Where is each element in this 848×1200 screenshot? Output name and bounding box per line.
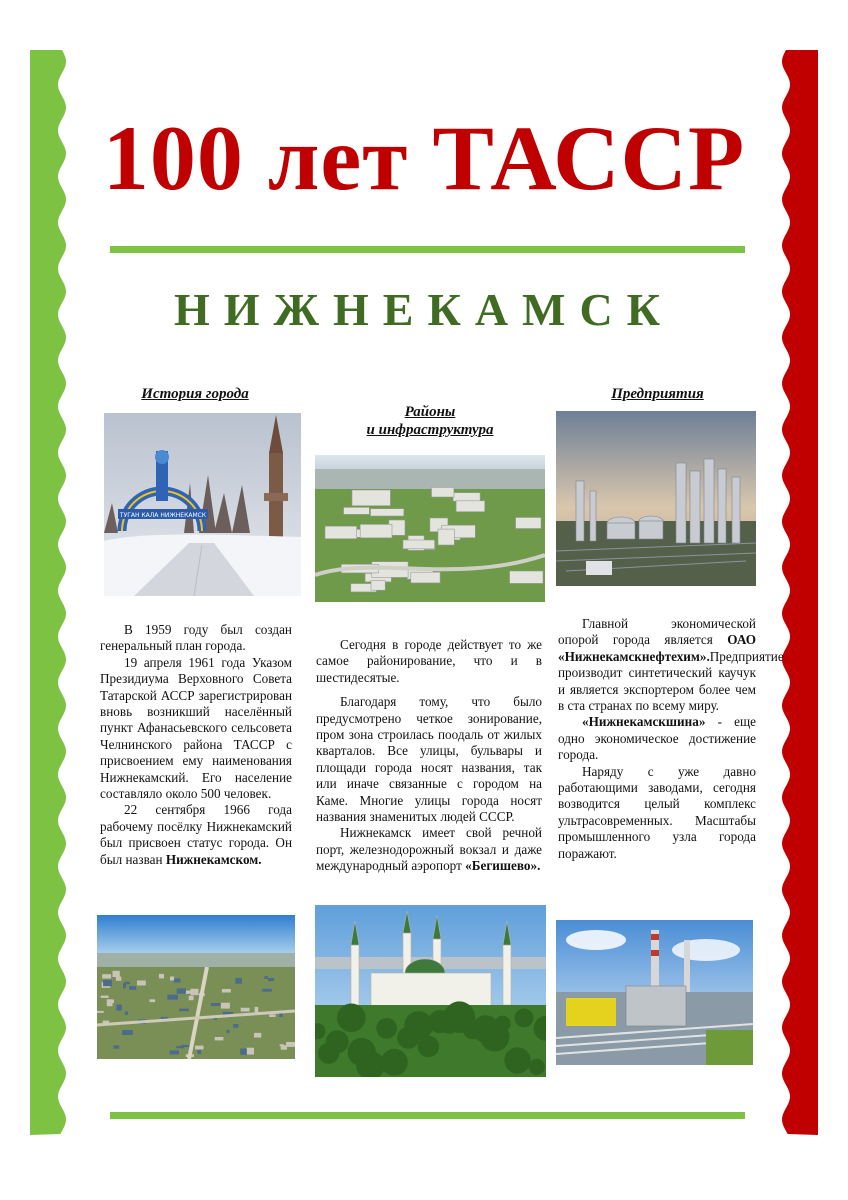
city-building — [103, 980, 112, 986]
city-building — [122, 1030, 133, 1035]
city-building — [101, 996, 109, 998]
poster-title: 100 лет ТАССР — [102, 107, 746, 209]
tree — [418, 1036, 440, 1058]
building-block — [411, 572, 440, 583]
tree — [337, 1004, 366, 1033]
building-block — [510, 571, 543, 583]
city-building — [113, 971, 120, 977]
city-building — [97, 1011, 104, 1013]
building-block — [438, 529, 454, 545]
top-divider — [110, 246, 745, 253]
city-building — [159, 974, 164, 979]
districts-bottom-photo — [315, 905, 546, 1077]
city-building — [177, 988, 186, 994]
enterprises-paragraph-1-tail: Предприятие производит синтетический каучук и является экспортером более чем в ста странах по всему миру. — [558, 648, 784, 714]
history-text — [100, 622, 292, 868]
tree — [504, 1047, 530, 1073]
enterprises-top-photo — [556, 411, 756, 586]
tree — [529, 1059, 545, 1075]
city-building — [254, 1033, 261, 1038]
city-building — [137, 981, 146, 986]
districts-top-photo — [315, 455, 545, 602]
arch-sign-text: ТУГАН КАЛА НИЖНЕКАМСК — [119, 512, 207, 519]
city-building — [170, 977, 174, 981]
petrochemical-plant-photo — [556, 411, 756, 586]
districts-paragraph-1: Сегодня в городе действует то же самое районирование, что и в шестидесятые. — [316, 637, 542, 685]
enterprises-paragraph-2 — [558, 714, 756, 763]
districts-paragraph-2: Благодаря тому, что было предусмотрено четкое зонирование, пром зона строилась поодаль от жилых кварталов. Все улицы, бульвары и площади города носят названия, так или иначе связанные с городом на Каме. Многие улицы города носят названия знаменитых людей СССР. — [316, 694, 542, 825]
building-block — [516, 518, 541, 529]
tree — [404, 1011, 433, 1040]
tree — [515, 1008, 534, 1027]
building-block — [360, 524, 392, 537]
city-building — [247, 1048, 254, 1055]
city-building — [116, 977, 121, 981]
enterprises-bottom-photo — [556, 920, 753, 1065]
city-building — [189, 996, 194, 1001]
city-building — [279, 1013, 282, 1017]
building-block — [352, 490, 390, 506]
enterprises-paragraph-2-bold: «Нижнекамскшина» — [582, 714, 706, 730]
city-building — [264, 976, 268, 979]
city-building — [227, 1030, 230, 1033]
city-building — [150, 999, 156, 1002]
districts-text — [316, 637, 542, 875]
city-building — [235, 978, 242, 984]
industrial-complex-photo — [556, 920, 753, 1065]
districts-paragraph-3 — [316, 825, 542, 874]
enterprises-paragraph-3: Наряду с уже давно работающими заводами, сегодня возводится целый комплекс ультрасовременных. Масштабы промышленного узла города поражают. — [558, 763, 756, 861]
enterprises-text — [558, 616, 784, 862]
city-building — [129, 986, 136, 990]
tree — [326, 1030, 349, 1053]
city-name: НИЖНЕКАМСК — [173, 284, 675, 335]
history-paragraph-3-text: 22 сентября 1966 года рабочему посёлку Нижнекамский был присвоен статус города. Он был назван — [100, 802, 292, 867]
mosque-photo — [315, 905, 546, 1077]
city-building — [179, 1009, 189, 1012]
city-building — [215, 1037, 224, 1040]
districts-paragraph-3-text: Нижнекамск имеет свой речной порт, железнодорожный вокзал и даже международный аэропорт — [316, 825, 542, 874]
history-heading: История города — [141, 386, 249, 402]
city-building — [241, 1008, 250, 1012]
history-paragraph-3 — [100, 802, 292, 868]
city-building — [167, 995, 178, 1000]
building-block — [325, 526, 357, 539]
city-building — [174, 978, 181, 982]
city-building — [170, 1050, 179, 1054]
districts-heading-line2: и инфраструктура — [366, 422, 494, 438]
city-building — [195, 1046, 203, 1050]
districts-paragraph-3-bold: «Бегишево». — [465, 858, 541, 874]
city-building — [124, 982, 130, 985]
enterprises-paragraph-1 — [558, 616, 784, 714]
building-block — [371, 509, 404, 516]
building-block — [403, 540, 435, 549]
building-block — [371, 581, 385, 591]
left-green-wave-border — [30, 50, 70, 1135]
city-building — [221, 1003, 230, 1009]
history-paragraph-1: В 1959 году был создан генеральный план города. — [100, 622, 292, 654]
tree — [376, 1018, 397, 1039]
history-paragraph-2: 19 апреля 1961 года Указом Президиума Верховного Совета Татарской АССР зарегистрирован вновь возникший населённый пункт Афанасьевского сельсовета Челнинского района ТАССР с присвоением ему наименования Нижнекамский. Его население составляло около 500 человек. — [100, 654, 292, 802]
districts-heading-line1: Районы — [404, 404, 456, 420]
building-block — [344, 507, 370, 514]
tree — [381, 1049, 408, 1076]
city-building — [240, 1049, 247, 1055]
winter-city-entrance-arch-photo — [104, 413, 301, 596]
city-building — [102, 974, 111, 978]
city-building — [286, 1042, 295, 1047]
history-paragraph-3-bold: Нижнекамском. — [165, 851, 262, 867]
city-building — [268, 978, 274, 981]
city-building — [185, 991, 194, 994]
bottom-divider — [110, 1112, 745, 1119]
city-building — [280, 1044, 284, 1046]
city-building — [176, 1046, 184, 1048]
city-building — [113, 1045, 119, 1048]
building-block — [453, 493, 480, 501]
city-building — [107, 999, 113, 1006]
aerial-city-panorama-photo — [97, 915, 295, 1059]
enterprises-paragraph-1-bold: ОАО «Нижнекамскнефтехим». — [558, 632, 756, 664]
city-building — [116, 1005, 122, 1011]
enterprises-paragraph-2-tail: - еще одно экономическое достижение города. — [558, 714, 756, 763]
city-building — [211, 1003, 221, 1006]
enterprises-paragraph-1-text: Главной экономической опорой города является — [558, 616, 756, 648]
tree — [495, 1016, 511, 1032]
right-red-wave-border — [778, 50, 818, 1135]
history-bottom-photo — [97, 915, 295, 1059]
city-building — [262, 989, 272, 992]
enterprises-heading: Предприятия — [611, 386, 704, 402]
city-building — [125, 1012, 128, 1015]
city-building — [233, 1024, 238, 1028]
city-building — [269, 1014, 275, 1017]
building-block — [432, 487, 454, 497]
city-building — [197, 1050, 201, 1054]
history-top-photo — [104, 413, 301, 596]
building-block — [456, 501, 485, 512]
aerial-residential-district-photo — [315, 455, 545, 602]
city-building — [222, 989, 231, 993]
districts-heading — [330, 403, 530, 439]
